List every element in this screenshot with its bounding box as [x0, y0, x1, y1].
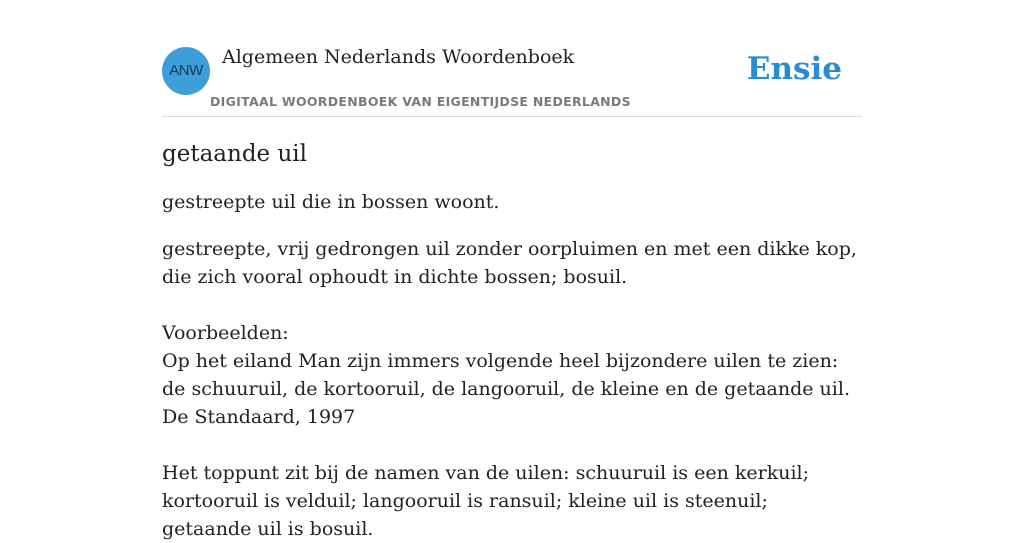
spacer	[162, 291, 862, 319]
anw-logo[interactable]: ANW	[162, 47, 210, 95]
example-text: Het toppunt zit bij de namen van de uilen: schuuruil is een kerkuil; kortooruil is velduil; langooruil is ransuil; kleine uil is steenuil; getaande uil is bosuil.	[162, 462, 810, 540]
ensie-logo[interactable]: Ensie	[746, 51, 842, 87]
dictionary-title[interactable]: Algemeen Nederlands Woordenboek	[222, 46, 575, 68]
entry-headword: getaande uil	[162, 141, 307, 167]
example-text: Op het eiland Man zijn immers volgende heel bijzondere uilen te zien: de schuuruil, de kortooruil, de langooruil, de kleine en de getaande uil.	[162, 350, 850, 400]
short-definition: gestreepte uil die in bossen woont.	[162, 191, 500, 213]
long-definition: gestreepte, vrij gedrongen uil zonder oorpluimen en met een dikke kop, die zich vooral ophoudt in dichte bossen; bosuil.	[162, 238, 857, 288]
example-source: De Standaard, 1997	[162, 406, 356, 428]
examples-label: Voorbeelden:	[162, 322, 289, 344]
spacer	[162, 431, 862, 459]
site-header	[162, 44, 862, 117]
dictionary-subtitle: DIGITAAL WOORDENBOEK VAN EIGENTIJDSE NEDERLANDS	[210, 94, 631, 109]
entry-content	[162, 136, 862, 543]
